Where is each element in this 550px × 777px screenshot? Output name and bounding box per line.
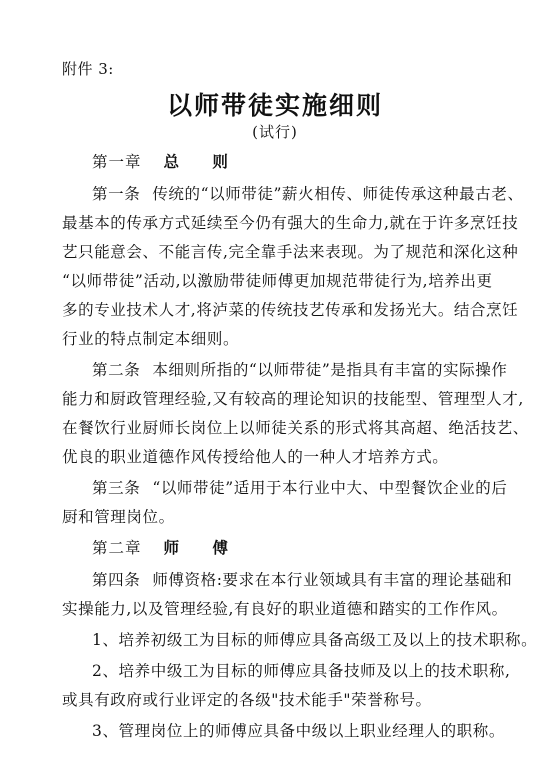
item-2-line-1: 2、培养中级工为目标的师傅应具备技师及以上的技术职称, [92, 662, 511, 680]
article-text: 本细则所指的“以师带徒”是指具有丰富的实际操作 [152, 361, 508, 379]
article-number: 第二条 [92, 361, 141, 379]
document-subtitle: (试行) [252, 123, 298, 141]
article-number: 第三条 [92, 479, 141, 497]
chapter-number: 第一章 [92, 153, 142, 171]
article-4-line-1 [92, 568, 512, 590]
chapter-heading-2 [92, 536, 242, 558]
article-number: 第一条 [92, 185, 141, 203]
article-2-line-4: 优良的职业道德作风传授给他人的一种人才培养方式。 [62, 448, 449, 466]
article-4-line-2: 实操能力,以及管理经验,有良好的职业道德和踏实的工作作风。 [62, 600, 508, 618]
article-2-line-3: 在餐饮行业厨师长岗位上以师徒关系的形式将其高超、绝活技艺、 [62, 419, 529, 437]
article-3-line-2: 厨和管理岗位。 [62, 508, 175, 526]
article-1-line-6: 行业的特点制定本细则。 [62, 330, 240, 348]
item-2-line-2: 或具有政府或行业评定的各级"技术能手"荣誉称号。 [62, 691, 432, 709]
article-1-line-4: “以师带徒”活动,以激励带徒师傅更加规范带徒行为,培养出更 [62, 272, 493, 290]
article-1-line-2: 最基本的传承方式延续至今仍有强大的生命力,就在于许多烹饪技 [62, 214, 519, 232]
document-title: 以师带徒实施细则 [166, 91, 383, 120]
article-1-line-1 [92, 182, 524, 204]
article-text: “以师带徒”适用于本行业中大、中型餐饮企业的后 [152, 479, 508, 497]
item-1-line-1: 1、培养初级工为目标的师傅应具备高级工及以上的技术职称。 [92, 631, 538, 649]
article-text: 师傅资格:要求在本行业领域具有丰富的理论基础和 [152, 571, 513, 589]
article-1-line-5: 多的专业技术人才,将泸菜的传统技艺传承和发扬光大。结合烹饪 [62, 301, 519, 319]
attachment-label: 附件 3: [62, 60, 114, 78]
article-1-line-3: 艺只能意会、不能言传,完全靠手法来表现。为了规范和深化这种 [62, 243, 519, 261]
item-3-line-1: 3、管理岗位上的师傅应具备中级以上职业经理人的职称。 [92, 722, 505, 740]
chapter-number: 第二章 [92, 539, 142, 557]
article-3-line-1 [92, 476, 507, 498]
chapter-heading-1 [92, 150, 242, 172]
chapter-name: 总 则 [163, 152, 242, 171]
article-2-line-2: 能力和厨政管理经验,又有较高的理论知识的技能型、管理型人才, [62, 390, 524, 408]
article-2-line-1 [92, 358, 507, 380]
article-number: 第四条 [92, 571, 141, 589]
chapter-name: 师 傅 [163, 538, 242, 557]
article-text: 传统的“以师带徒”薪火相传、师徒传承这种最古老、 [152, 185, 524, 203]
